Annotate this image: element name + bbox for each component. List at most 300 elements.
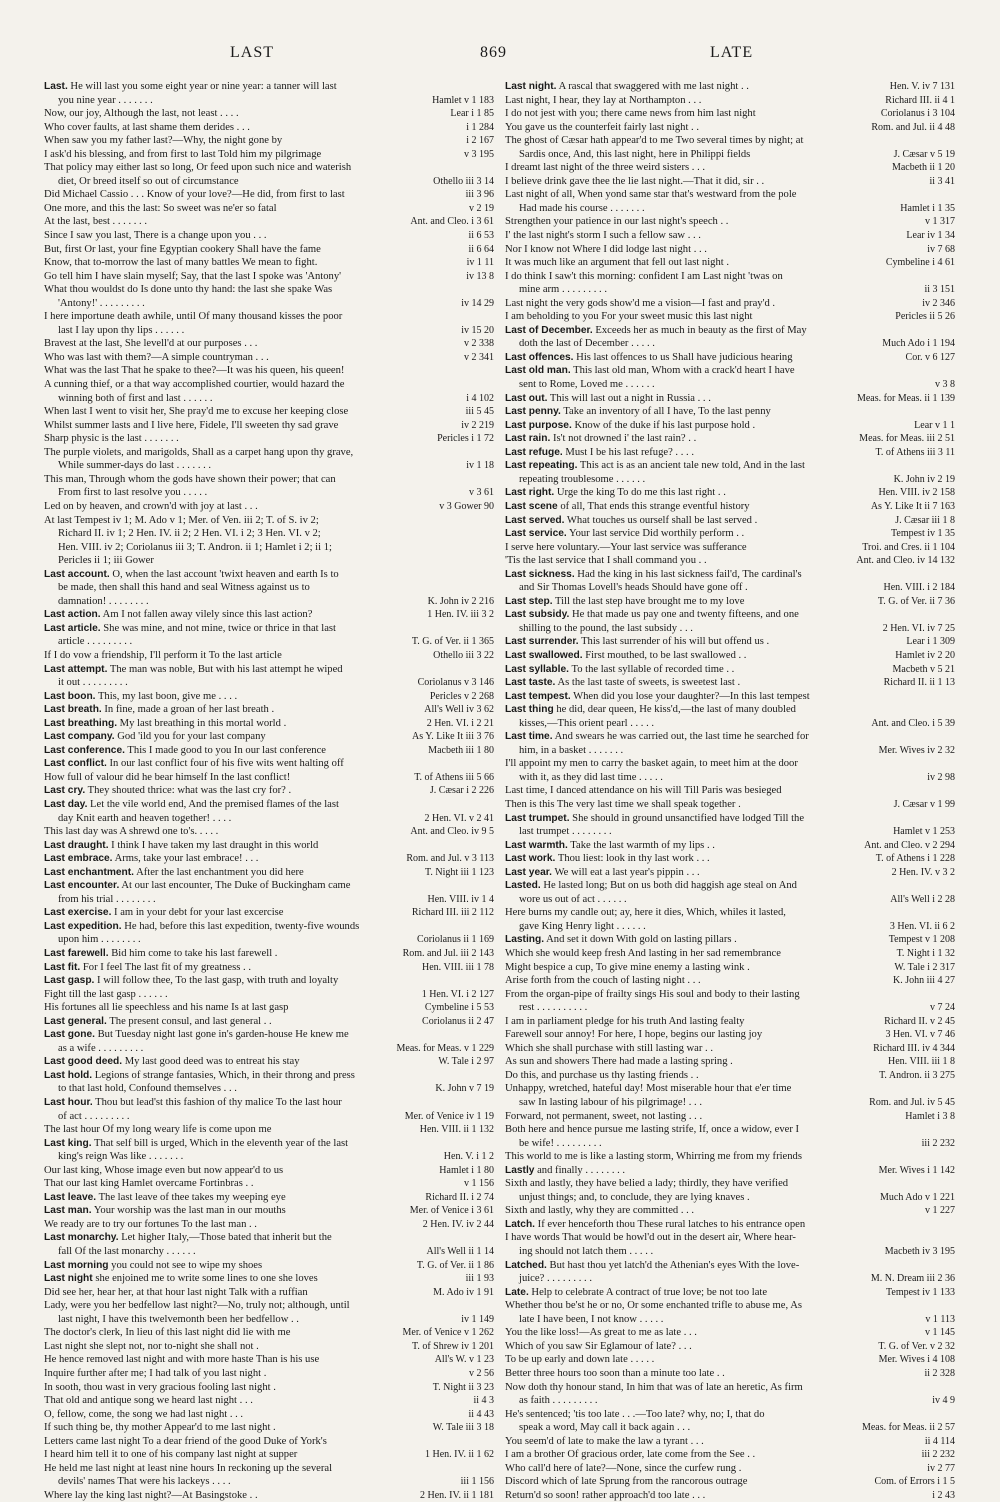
play-reference: Richard II. v 2 45	[884, 1015, 955, 1027]
play-reference: Coriolanus ii 1 169	[417, 934, 494, 946]
concordance-entry	[44, 757, 494, 771]
concordance-entry	[505, 405, 955, 419]
quotation-text: Who call'd here of late?—None, since the curfew rung .	[505, 1462, 742, 1474]
concordance-entry	[44, 974, 494, 988]
play-reference: Coriolanus ii 2 47	[422, 1015, 494, 1027]
quotation-text: shilling to the pound, the last subsidy . . .	[519, 622, 693, 634]
play-reference: Mer. Wives i 4 108	[878, 1354, 955, 1366]
quotation-text: Return'd so soon! rather approach'd too late . . .	[505, 1489, 706, 1501]
concordance-entry	[44, 215, 494, 229]
headword: Lasting.	[505, 934, 545, 946]
play-reference: 3 Hen. VI. ii 6 2	[889, 920, 955, 932]
quotation-text: Let higher Italy,—Those bated that inherit but the	[118, 1232, 332, 1244]
quotation-text: In our last conflict four of his five wits went halting off	[106, 758, 344, 770]
play-reference: iii 2 232	[921, 1449, 955, 1461]
quotation-text: Bravest at the last, She levell'd at our purposes . . .	[44, 338, 258, 350]
concordance-entry	[44, 541, 494, 555]
concordance-entry	[44, 920, 494, 934]
quotation-text: with it, as they did last time . . . . .	[519, 771, 663, 783]
quotation-text: After the last enchantment you did here	[134, 866, 304, 878]
quotation-text: you could not see to wipe my shoes	[108, 1259, 263, 1271]
headword: Last cry.	[44, 785, 86, 797]
headword: Last trumpet.	[505, 812, 570, 824]
quotation-text: from his trial . . . . . . . .	[58, 893, 156, 905]
quotation-text: His fortunes all lie speechless and his name Is at last gasp	[44, 1002, 289, 1014]
concordance-entry	[44, 906, 494, 920]
quotation-text: Let the vile world end, And the premised flames of the last	[87, 798, 339, 810]
quotation-text: I serve here voluntary.—Your last service was sufferance	[505, 541, 747, 553]
concordance-entry	[505, 446, 955, 460]
quotation-text: But hast thou yet latch'd the Athenian's eyes With the love-	[546, 1259, 800, 1271]
play-reference: iii 3 96	[465, 189, 494, 201]
concordance-entry	[505, 608, 955, 622]
play-reference: v 2 341	[464, 351, 494, 363]
quotation-text: Do this, and purchase us thy lasting friends . .	[505, 1069, 699, 1081]
concordance-entry	[44, 717, 494, 731]
headword: Last scene	[505, 500, 558, 512]
quotation-text: I think I have taken my last draught in this world	[108, 839, 319, 851]
quotation-text: as a wife . . . . . . . . .	[58, 1042, 144, 1054]
quotation-text: Letters came last night To a dear friend of the good Duke of York's	[44, 1435, 327, 1447]
play-reference: Hamlet v 1 253	[893, 826, 955, 838]
concordance-entry	[505, 595, 955, 609]
concordance-entry	[44, 1340, 494, 1354]
quotation-text: Bid him come to take his last farewell .	[108, 948, 278, 959]
quotation-text: be wife! . . . . . . . . .	[519, 1137, 602, 1149]
concordance-entry	[44, 1001, 494, 1015]
concordance-entry	[44, 80, 494, 94]
quotation-text: That our last king Hamlet overcame Fortinbras . .	[44, 1178, 254, 1190]
quotation-text: Where lay the king last night?—At Basingstoke . .	[44, 1489, 258, 1501]
play-reference: All's Well i 2 28	[890, 893, 955, 905]
quotation-text: At our last encounter, The Duke of Buckingham came	[119, 880, 351, 892]
concordance-entry	[44, 1110, 494, 1124]
quotation-text: saw In lasting labour of his pilgrimage! . . .	[519, 1097, 703, 1109]
quotation-text: Till the last step have brought me to my love	[552, 595, 745, 607]
play-reference: Othello iii 3 22	[433, 649, 494, 661]
quotation-text: How full of valour did he bear himself In the last conflict!	[44, 771, 291, 783]
concordance-entry	[505, 730, 955, 744]
headword: Last gasp.	[44, 975, 95, 987]
play-reference: Tempest v 1 208	[888, 934, 955, 946]
quotation-text: Know of the duke if his last purpose hold .	[571, 419, 756, 431]
headword: Last man.	[44, 1205, 92, 1217]
play-reference: iii 2 232	[921, 1137, 955, 1149]
quotation-text: Unhappy, wretched, hateful day! Most miserable hour that e'er time	[505, 1083, 792, 1095]
headword: Last warmth.	[505, 839, 568, 851]
concordance-entry	[505, 1353, 955, 1367]
concordance-entry	[44, 622, 494, 636]
quotation-text: Did Michael Cassio . . . Know of your love?—He did, from first to last	[44, 189, 345, 201]
concordance-entry	[44, 866, 494, 880]
concordance-entry	[505, 148, 955, 162]
concordance-entry	[505, 690, 955, 704]
quotation-text: We will eat a last year's pippin . . .	[552, 866, 700, 878]
concordance-entry	[44, 663, 494, 677]
headword: Last offences.	[505, 351, 574, 363]
quotation-text: 'Tis the last service that I shall command you . .	[505, 555, 707, 567]
play-reference: Hen. V. iv 7 131	[889, 81, 955, 92]
headword: Last conflict.	[44, 758, 107, 770]
play-reference: Hamlet i 3 8	[905, 1110, 955, 1122]
headword: Last old man.	[505, 365, 571, 377]
play-reference: Hamlet v 1 183	[432, 94, 494, 106]
concordance-entry	[44, 337, 494, 351]
concordance-entry	[44, 1435, 494, 1449]
concordance-entry	[44, 608, 494, 622]
concordance-entry	[505, 703, 955, 717]
quotation-text: I am in your debt for your last excercise	[111, 907, 284, 919]
concordance-entry	[44, 1245, 494, 1259]
concordance-entry	[44, 419, 494, 433]
play-reference: Rom. and Jul. iv 5 45	[869, 1097, 955, 1109]
concordance-entry	[505, 1164, 955, 1178]
play-reference: v 2 19	[469, 202, 494, 214]
quotation-text: Better three hours too soon than a minute too late . .	[505, 1367, 725, 1379]
concordance-entry	[44, 1421, 494, 1435]
headword: Last penny.	[505, 406, 561, 418]
play-reference: All's W. v 1 23	[434, 1354, 494, 1366]
concordance-entry	[505, 744, 955, 758]
quotation-text: In fine, made a groan of her last breath .	[101, 704, 275, 716]
quotation-text: last I lay upon thy lips . . . . . .	[58, 324, 185, 336]
play-reference: Meas. for Meas. ii 2 57	[861, 1422, 955, 1434]
quotation-text: I' the last night's storm I such a fellow saw . . .	[505, 230, 701, 242]
concordance-entry	[505, 1055, 955, 1069]
headword: Last action.	[44, 609, 101, 621]
concordance-entry	[44, 405, 494, 419]
quotation-text: Last night, I hear, they lay at Northampton . . .	[505, 94, 702, 106]
concordance-entry	[44, 107, 494, 121]
concordance-entry	[505, 825, 955, 839]
concordance-entry	[44, 527, 494, 541]
quotation-text: Then is this The very last time we shall speak together .	[505, 798, 741, 810]
play-reference: All's Well ii 1 14	[426, 1246, 494, 1258]
quotation-text: Inquire further after me; I had talk of you last night .	[44, 1367, 267, 1379]
concordance-entry	[44, 473, 494, 487]
concordance-entry	[505, 1489, 955, 1502]
quotation-text: Led on by heaven, and crown'd with joy at last . . .	[44, 500, 258, 512]
quotation-text: of all, That ends this strange eventful history	[557, 500, 750, 512]
page-number: 869	[480, 44, 507, 61]
play-reference: ii 6 64	[468, 243, 494, 255]
concordance-entry	[44, 188, 494, 202]
concordance-entry	[505, 866, 955, 880]
concordance-entry	[44, 121, 494, 135]
quotation-text: He that made us pay one and twenty fifteens, and one	[569, 609, 799, 621]
play-reference: v 7 24	[930, 1002, 955, 1014]
play-reference: Hamlet i 1 80	[439, 1164, 494, 1176]
headword: Last served.	[505, 514, 565, 526]
concordance-entry	[505, 1299, 955, 1313]
headword: Last boon.	[44, 690, 96, 702]
quotation-text: Sixth and lastly, why they are committed . . .	[505, 1205, 695, 1217]
concordance-entry	[505, 432, 955, 446]
concordance-entry	[44, 514, 494, 528]
quotation-text: This I made good to you In our last conference	[124, 744, 326, 756]
quotation-text: Last night she slept not, nor to-night she shall not .	[44, 1340, 259, 1352]
quotation-text: Forward, not permanent, sweet, not lasting . . .	[505, 1110, 703, 1122]
concordance-entry	[44, 270, 494, 284]
play-reference: iii 5 45	[465, 406, 494, 418]
concordance-entry	[505, 121, 955, 135]
play-reference: v 1 227	[925, 1205, 955, 1217]
play-reference: Hen. VIII. iii 1 78	[421, 961, 494, 973]
play-reference: Mer. of Venice v 1 262	[402, 1327, 494, 1339]
play-reference: Coriolanus i 3 104	[880, 108, 955, 120]
quotation-text: This act is as an ancient tale new told, And in the last	[577, 460, 805, 472]
concordance-entry	[505, 134, 955, 148]
quotation-text: of act . . . . . . . . .	[58, 1110, 130, 1122]
quotation-text: sent to Rome, Loved me . . . . . .	[519, 379, 655, 391]
quotation-text: Am I not fallen away vilely since this last action?	[100, 609, 313, 621]
play-reference: W. Tale iii 3 18	[432, 1422, 494, 1434]
quotation-text: That policy may either last so long, Or feed upon such nice and waterish	[44, 162, 352, 174]
concordance-entry	[44, 798, 494, 812]
play-reference: T. G. of Ver. v 2 32	[878, 1340, 955, 1352]
headword: Last sickness.	[505, 568, 575, 580]
headword: Last company.	[44, 731, 115, 743]
headword: Last repeating.	[505, 460, 578, 472]
concordance-entry	[44, 1448, 494, 1462]
concordance-entry	[505, 1082, 955, 1096]
concordance-entry	[44, 988, 494, 1002]
play-reference: iv 4 9	[932, 1395, 955, 1407]
quotation-text: What was the last That he spake to thee?—It was his queen, his queen!	[44, 365, 345, 377]
play-reference: Cymbeline i 5 53	[424, 1002, 494, 1014]
play-reference: Mer. of Venice iv 1 19	[404, 1110, 494, 1122]
concordance-entry	[505, 1177, 955, 1191]
concordance-entry	[505, 94, 955, 108]
quotation-text: Pericles ii 1; iii Gower	[58, 555, 154, 567]
concordance-entry	[44, 893, 494, 907]
concordance-entry	[44, 310, 494, 324]
headword: Last step.	[505, 595, 553, 607]
headword: Last good deed.	[44, 1056, 123, 1068]
concordance-entry	[505, 473, 955, 487]
concordance-entry	[44, 229, 494, 243]
play-reference: Coriolanus v 3 146	[417, 677, 494, 689]
concordance-entry	[44, 1408, 494, 1422]
quotation-text: And swears he was carried out, the last time he searched for	[552, 731, 809, 743]
quotation-text: as faith . . . . . . . . .	[519, 1395, 598, 1407]
concordance-entry	[505, 1313, 955, 1327]
play-reference: K. John iii 4 27	[893, 975, 955, 987]
concordance-entry	[505, 1259, 955, 1273]
play-reference: Rom. and Jul. iii 2 143	[402, 948, 494, 959]
concordance-entry	[505, 1150, 955, 1164]
play-reference: iv 13 8	[466, 270, 494, 282]
quotation-text: Did see her, hear her, at that hour last night Talk with a ruffian	[44, 1286, 308, 1298]
quotation-text: Sardis once, And, this last night, here in Philippi fields	[519, 148, 751, 160]
quotation-text: kisses,—This orient pearl . . . . .	[519, 717, 655, 729]
concordance-entry	[44, 595, 494, 609]
play-reference: T. Night i 1 32	[896, 948, 955, 959]
concordance-entry	[505, 270, 955, 284]
concordance-entry	[505, 771, 955, 785]
quotation-text: she enjoined me to write some lines to one she loves	[92, 1273, 318, 1285]
quotation-text: In sooth, thou wast in very gracious fooling last night .	[44, 1381, 276, 1393]
headword: Lastly	[505, 1164, 535, 1176]
play-reference: v 1 113	[925, 1313, 955, 1325]
quotation-text: Whether thou be'st he or no, Or some enchanted trifle to abuse me, As	[505, 1300, 802, 1312]
quotation-text: repeating troublesome . . . . . .	[519, 473, 646, 485]
play-reference: M. N. Dream iii 2 36	[870, 1273, 955, 1285]
play-reference: iv 1 149	[461, 1313, 494, 1325]
concordance-entry	[505, 215, 955, 229]
concordance-entry	[44, 852, 494, 866]
quotation-text: king's reign Was like . . . . . . .	[58, 1151, 184, 1163]
quotation-text: winning both of first and last . . . . . .	[58, 392, 213, 404]
play-reference: v 1 145	[925, 1327, 955, 1339]
headword: Latched.	[505, 1259, 547, 1271]
quotation-text: The purple violets, and marigolds, Shall as a carpet hang upon thy grave,	[44, 446, 354, 458]
quotation-text: Fight till the last gasp . . . . . .	[44, 988, 168, 1000]
concordance-entry	[505, 256, 955, 270]
play-reference: ii 2 328	[924, 1367, 955, 1379]
running-head-right: LATE	[710, 44, 754, 61]
concordance-entry	[505, 351, 955, 365]
play-reference: T. of Athens iii 3 11	[875, 446, 955, 458]
quotation-text: Strengthen your patience in our last night's speech . .	[505, 216, 729, 228]
quotation-text: Our last king, Whose image even but now appear'd to us	[44, 1164, 284, 1176]
right-column	[505, 80, 955, 1501]
concordance-entry	[44, 148, 494, 162]
play-reference: Hen. VIII. i 2 184	[883, 582, 955, 594]
headword: Last breathing.	[44, 717, 118, 729]
headword: Last right.	[505, 487, 555, 499]
play-reference: iii 1 93	[465, 1273, 494, 1285]
play-reference: v 3 Gower 90	[439, 500, 494, 512]
concordance-entry	[505, 812, 955, 826]
quotation-text: devils' names That were his lackeys . . . .	[58, 1476, 231, 1488]
quotation-text: At the last, best . . . . . . .	[44, 216, 147, 228]
quotation-text: I will follow thee, To the last gasp, with truth and loyalty	[94, 975, 339, 987]
concordance-entry	[505, 920, 955, 934]
concordance-entry	[44, 459, 494, 473]
quotation-text: She should in ground unsanctified have lodged Till the	[569, 812, 805, 824]
quotation-text: If such thing be, thy mother Appear'd to me last night .	[44, 1422, 276, 1434]
concordance-entry	[44, 1218, 494, 1232]
quotation-text: him, in a basket . . . . . . .	[519, 744, 624, 756]
quotation-text: article . . . . . . . . .	[58, 636, 133, 648]
play-reference: Tempest iv 1 35	[890, 528, 955, 540]
play-reference: Lear i 1 85	[450, 108, 494, 120]
concordance-entry	[44, 1353, 494, 1367]
quotation-text: Legions of strange fantasies, Which, in their throng and press	[92, 1069, 355, 1081]
quotation-text: Whilst summer lasts and I live here, Fidele, I'll sweeten thy sad grave	[44, 419, 339, 431]
play-reference: All's Well iv 3 62	[424, 704, 494, 716]
concordance-entry	[505, 541, 955, 555]
concordance-entry	[44, 676, 494, 690]
concordance-entry	[505, 839, 955, 853]
play-reference: v 2 338	[464, 338, 494, 350]
quotation-text: If ever henceforth thou These rural latches to his entrance open	[535, 1218, 806, 1230]
concordance-entry	[44, 635, 494, 649]
quotation-text: I ask'd his blessing, and from first to last Told him my pilgrimage	[44, 148, 322, 160]
headword: Last attempt.	[44, 663, 108, 675]
quotation-text: While summer-days do last . . . . . . .	[58, 460, 212, 472]
play-reference: 2 Hen. IV. v 3 2	[891, 866, 955, 878]
concordance-entry	[505, 500, 955, 514]
headword: Last tempest.	[505, 690, 571, 702]
concordance-entry	[505, 107, 955, 121]
quotation-text: I'll appoint my men to carry the basket again, to meet him at the door	[505, 758, 798, 770]
concordance-entry	[44, 175, 494, 189]
quotation-text: That self bill is urged, Which in the eleventh year of the last	[91, 1137, 349, 1149]
concordance-entry	[44, 161, 494, 175]
concordance-entry	[44, 351, 494, 365]
quotation-text: When saw you my father last?—Why, the night gone by	[44, 135, 283, 147]
quotation-text: Arms, take your last embrace! . . .	[112, 853, 259, 865]
play-reference: Cymbeline i 4 61	[885, 257, 955, 269]
concordance-entry	[44, 1028, 494, 1042]
play-reference: v 1 317	[925, 216, 955, 228]
play-reference: Pericles v 2 268	[429, 690, 494, 702]
quotation-text: My last good deed was to entreat his stay	[122, 1056, 300, 1068]
quotation-text: and finally . . . . . . . .	[534, 1164, 626, 1176]
quotation-text: They shouted thrice: what was the last cry for? .	[85, 785, 292, 797]
concordance-entry	[505, 1137, 955, 1151]
quotation-text: Exceeds her as much in beauty as the first of May	[592, 324, 807, 336]
concordance-entry	[44, 649, 494, 663]
concordance-entry	[505, 324, 955, 338]
play-reference: Richard III. iv 4 344	[873, 1042, 955, 1054]
concordance-entry	[505, 80, 955, 94]
quotation-text: I am a brother Of gracious order, late come from the See . .	[505, 1449, 756, 1461]
concordance-entry	[44, 1191, 494, 1205]
quotation-text: doth the last of December . . . . .	[519, 338, 655, 350]
concordance-entry	[505, 1381, 955, 1395]
concordance-entry	[44, 1286, 494, 1300]
quotation-text: I heard him tell it to one of his company last night at supper	[44, 1449, 298, 1461]
quotation-text: The present consul, and last general . .	[106, 1015, 272, 1027]
headword: Last year.	[505, 866, 553, 878]
play-reference: T. of Athens iii 5 66	[414, 771, 494, 783]
concordance-entry	[44, 1204, 494, 1218]
concordance-entry	[505, 933, 955, 947]
quotation-text: unjust things; and, to conclude, they are lying knaves .	[519, 1191, 750, 1203]
concordance-entry	[44, 202, 494, 216]
quotation-text: Your last service Did worthily perform . .	[566, 528, 745, 540]
quotation-text: Last time, I danced attendance on his will Till Paris was besieged	[505, 785, 782, 797]
concordance-entry	[44, 1231, 494, 1245]
play-reference: Hen. VIII. ii 1 132	[419, 1124, 494, 1136]
headword: Last morning	[44, 1259, 109, 1271]
play-reference: Ant. and Cleo. i 5 39	[871, 717, 955, 729]
concordance-entry	[505, 310, 955, 324]
quotation-text: I do think I saw't this morning: confident I am Last night 'twas on	[505, 270, 783, 282]
concordance-entry	[505, 527, 955, 541]
concordance-entry	[505, 974, 955, 988]
quotation-text: Lady, were you her bedfellow last night?—No, truly not; although, until	[44, 1300, 350, 1312]
quotation-text: I here importune death awhile, until Of many thousand kisses the poor	[44, 311, 343, 323]
play-reference: 3 Hen. VI. v 7 46	[885, 1029, 955, 1041]
quotation-text: I am in parliament pledge for his truth And lasting fealty	[505, 1015, 745, 1027]
quotation-text: That old and antique song we heard last night . . .	[44, 1395, 253, 1407]
quotation-text: he did, dear queen, He kiss'd,—the last of many doubled	[553, 704, 796, 716]
concordance-entry	[505, 1245, 955, 1259]
concordance-entry	[505, 392, 955, 406]
quotation-text: Here burns my candle out; ay, here it dies, Which, whiles it lasted,	[505, 907, 786, 919]
play-reference: Cor. v 6 127	[905, 351, 955, 363]
play-reference: Macbeth v 5 21	[892, 663, 955, 675]
concordance-entry	[505, 1096, 955, 1110]
play-reference: v 3 8	[935, 379, 955, 391]
play-reference: Mer. Wives i 1 142	[878, 1164, 955, 1176]
quotation-text: rest . . . . . . . . . .	[519, 1002, 588, 1014]
quotation-text: Had the king in his last sickness fail'd, The cardinal's	[574, 568, 802, 580]
